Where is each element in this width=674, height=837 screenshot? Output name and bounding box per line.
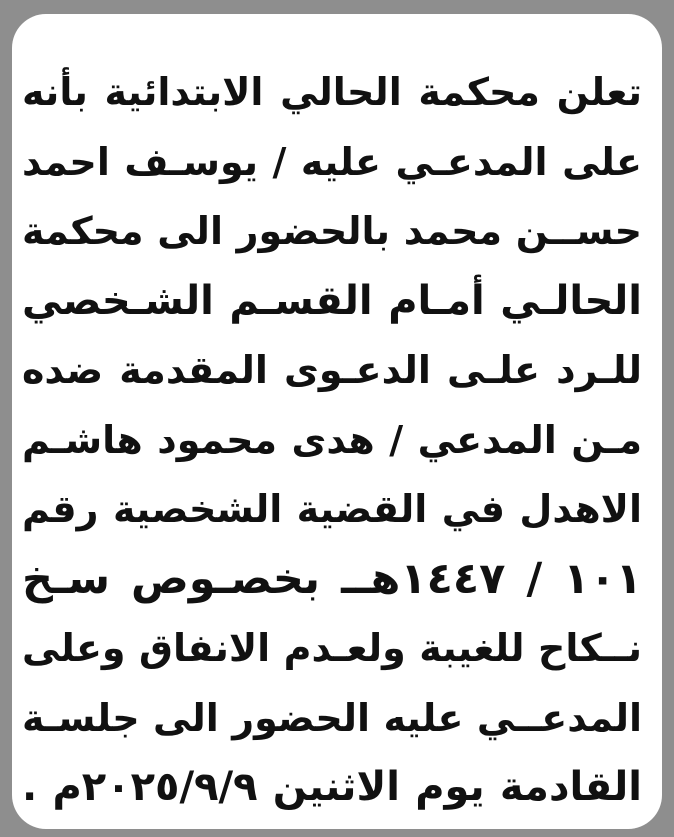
notice-line-8: ١٠١ / ١٤٤٧هــ بخصـوص سـخ bbox=[22, 553, 642, 604]
notice-line-9: نــكاح للغيبة ولعـدم الانفاق وعلى bbox=[22, 626, 642, 670]
notice-line-2: على المدعـي عليه / يوسـف احمد bbox=[22, 139, 642, 184]
notice-line-1: تعلن محكمة الحالي الابتدائية بأنه bbox=[22, 70, 642, 114]
notice-line-7: الاهدل في القضية الشخصية رقم bbox=[22, 487, 642, 531]
notice-line-10: المدعــي عليه الحضور الى جلسـة bbox=[22, 695, 642, 740]
notice-line-5: للـرد علـى الدعـوى المقدمة ضده bbox=[22, 348, 642, 392]
notice-line-11: القادمة يوم الاثنين ٢٠٢٥/٩/٩م . bbox=[22, 764, 642, 810]
court-notice-text bbox=[22, 58, 642, 823]
notice-line-6: مـن المدعي / هدى محمود هاشـم bbox=[22, 417, 642, 462]
notice-line-4: الحالـي أمـام القسـم الشـخصي bbox=[22, 277, 642, 324]
notice-line-3: حســن محمد بالحضور الى محكمة bbox=[22, 209, 642, 253]
